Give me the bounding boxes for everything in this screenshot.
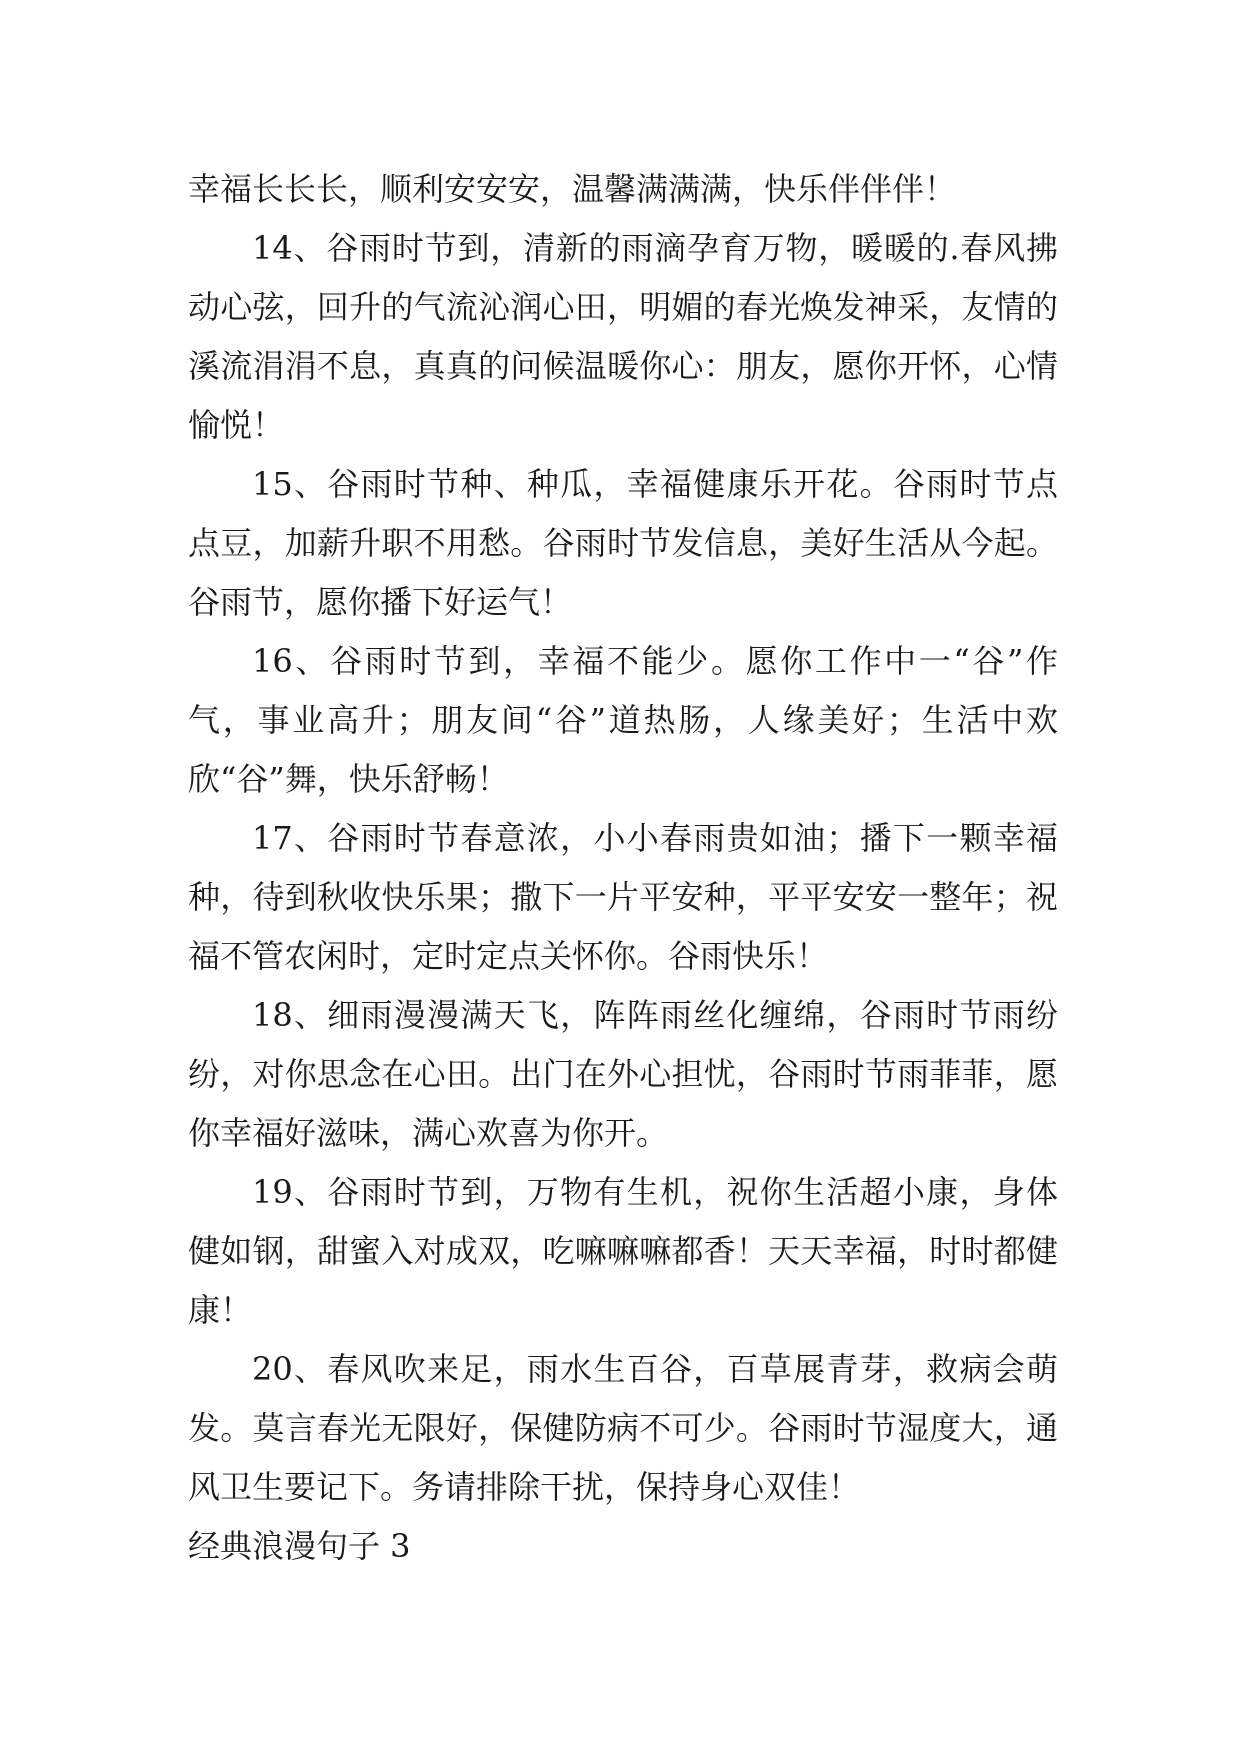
section-heading: 经典浪漫句子 3 — [188, 1527, 411, 1565]
paragraph-item-18: 18、细雨漫漫满天飞，阵阵雨丝化缠绵，谷雨时节雨纷纷，对你思念在心田。出门在外心担忧，谷雨时节雨菲菲，愿你幸福好滋味，满心欢喜为你开。 — [188, 996, 1058, 1152]
paragraph-item-19: 19、谷雨时节到，万物有生机，祝你生活超小康，身体健如钢，甜蜜入对成双，吃嘛嘛嘛都香！天天幸福，时时都健康！ — [188, 1173, 1058, 1329]
document-body — [188, 160, 1058, 1576]
paragraph-item-15: 15、谷雨时节种、种瓜，幸福健康乐开花。谷雨时节点点豆，加薪升职不用愁。谷雨时节发信息，美好生活从今起。谷雨节，愿你播下好运气！ — [188, 465, 1058, 621]
paragraph-continuation: 幸福长长长，顺利安安安，温馨满满满，快乐伴伴伴！ — [188, 170, 957, 208]
paragraph-item-20: 20、春风吹来足，雨水生百谷，百草展青芽，救病会萌发。莫言春光无限好，保健防病不可少。谷雨时节湿度大，通风卫生要记下。务请排除干扰，保持身心双佳！ — [188, 1350, 1058, 1506]
paragraph-item-14: 14、谷雨时节到，清新的雨滴孕育万物，暖暖的.春风拂动心弦，回升的气流沁润心田，明媚的春光焕发神采，友情的溪流涓涓不息，真真的问候温暖你心：朋友，愿你开怀，心情愉悦！ — [188, 229, 1058, 444]
paragraph-item-17: 17、谷雨时节春意浓，小小春雨贵如油；播下一颗幸福种，待到秋收快乐果；撒下一片平安种，平平安安一整年；祝福不管农闲时，定时定点关怀你。谷雨快乐！ — [188, 819, 1058, 975]
paragraph-item-16: 16、谷雨时节到，幸福不能少。愿你工作中一“谷”作气，事业高升；朋友间“谷”道热肠，人缘美好；生活中欢欣“谷”舞，快乐舒畅！ — [188, 642, 1058, 798]
